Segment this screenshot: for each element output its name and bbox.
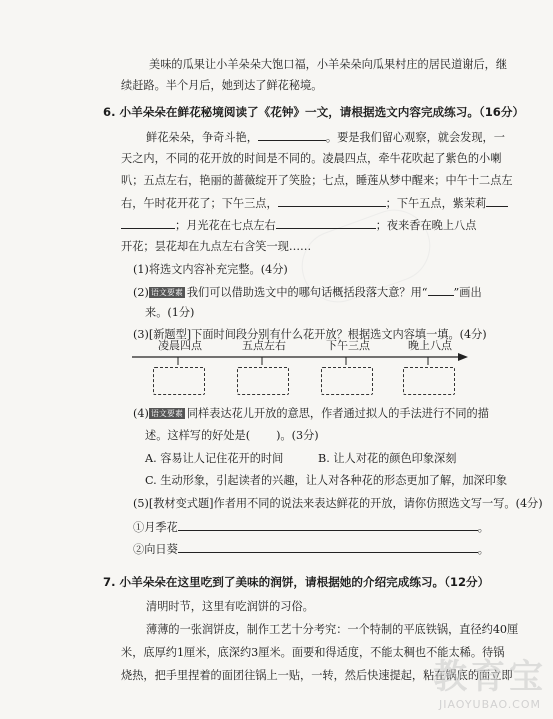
timeline-label-3: 下午三点 [326,339,370,352]
timeline-answer-box-4[interactable] [403,367,455,395]
q7-passage-line-4: 烧热，把手里捏着的面团往锅上一贴，一转，然后快速提起，粘在锅底的面立即 [121,669,513,682]
sub-question-2-cont: 来。(1分) [145,306,195,319]
timeline-answer-box-3[interactable] [321,367,373,395]
option-b[interactable]: B. 让人对花的颜色印象深刻 [318,452,457,465]
imitation-item-1: ①月季花 。 [133,521,489,534]
fill-blank-1[interactable] [258,129,326,141]
sub-question-1: (1)将选文内容补充完整。(4分) [133,263,288,276]
timeline-label-1: 凌晨四点 [158,339,202,352]
option-c[interactable]: C. 生动形象，引起读者的兴趣，让人对各种花的形态更加了解，加深印象 [145,474,508,487]
timeline-label-4: 晚上八点 [408,339,452,352]
timeline-arrow-icon [458,353,468,361]
fill-blank-4[interactable] [121,217,175,229]
intro-line-2: 续赶路。半个月后，她到达了鲜花秘境。 [121,79,323,92]
fill-blank-5[interactable] [276,217,376,229]
timeline-label-2: 五点左右 [242,339,286,352]
fill-blank-3[interactable] [486,195,508,207]
fill-blank-2[interactable] [278,195,386,207]
passage-line-3: 叭；五点左右，艳丽的蔷薇绽开了笑脸；七点，睡莲从梦中醒来；中午十二点左 [121,174,513,187]
sub-question-2: (2) 语文要素 我们可以借助选文中的哪句话概括段落大意？用“ ”画出 [133,286,482,299]
q7-passage-line-1: 清明时节，这里有吃润饼的习俗。 [146,600,314,613]
passage-line-2: 天之内，不同的花开放的时间是不同的。凌晨四点，牵牛花吹起了紫色的小喇 [121,152,502,165]
option-a[interactable]: A. 容易让人记住花开的时间 [145,452,284,465]
q7-passage-line-3: 米，底厚约1厘米，底深约3厘米。面要和得适度，不能太稠也不能太稀。待锅 [121,646,505,659]
sub-question-5: (5)[教材变式题]作者用不同的说法来表达鲜花的开放，请你仿照选文写一写。(4分) [133,497,543,510]
imitation-item-2: ②向日葵 。 [133,543,489,556]
sub-question-2-tag: 语文要素 [150,288,183,297]
sub-question-4: (4) 语文要素 同样表达花儿开放的意思，作者通过拟人的手法进行不同的描 [133,407,489,420]
passage-line-1: 鲜花朵朵，争奇斗艳， 。要是我们留心观察，就会发现，一 [146,131,505,144]
timeline-answer-box-2[interactable] [237,367,289,395]
imitation-answer-line-1[interactable] [178,519,478,531]
question-6-title: 6. 小羊朵朵在鲜花秘境阅读了《花钟》一文，请根据选文内容完成练习。（16分） [103,105,525,119]
question-7-title: 7. 小羊朵朵在这里吃到了美味的润饼，请根据她的介绍完成练习。（12分） [103,575,490,589]
sub-question-4-cont: 述。这样写的好处是( )。(3分) [145,429,319,442]
timeline-answer-box-1[interactable] [153,367,205,395]
sub-question-4-tag: 语文要素 [150,409,183,418]
timeline-axis [130,349,470,365]
passage-line-6: ；月光花在七点左右 ；夜来香在晚上八点 [121,217,476,234]
q7-passage-line-2: 薄薄的一张润饼皮，制作工艺十分考究：一个特制的平底铁锅，直径约40厘 [146,623,519,636]
intro-line-1: 美味的瓜果让小羊朵朵大饱口福，小羊朵朵向瓜果村庄的居民道谢后，继 [149,58,508,71]
passage-line-7: 开花；昙花却在九点左右含笑一现…… [121,240,312,253]
imitation-answer-line-2[interactable] [178,541,478,553]
site-watermark: 教育宝 JIAOYUBAO.COM [433,657,547,711]
passage-line-4: 右，午时花开花了；下午三点， ；下午五点，紫茉莉 [121,195,508,212]
underline-mark-sample [428,285,454,296]
sub-question-3: (3)[新题型]下面时间段分别有什么花开放？根据选文内容填一填。(4分) [133,328,487,341]
